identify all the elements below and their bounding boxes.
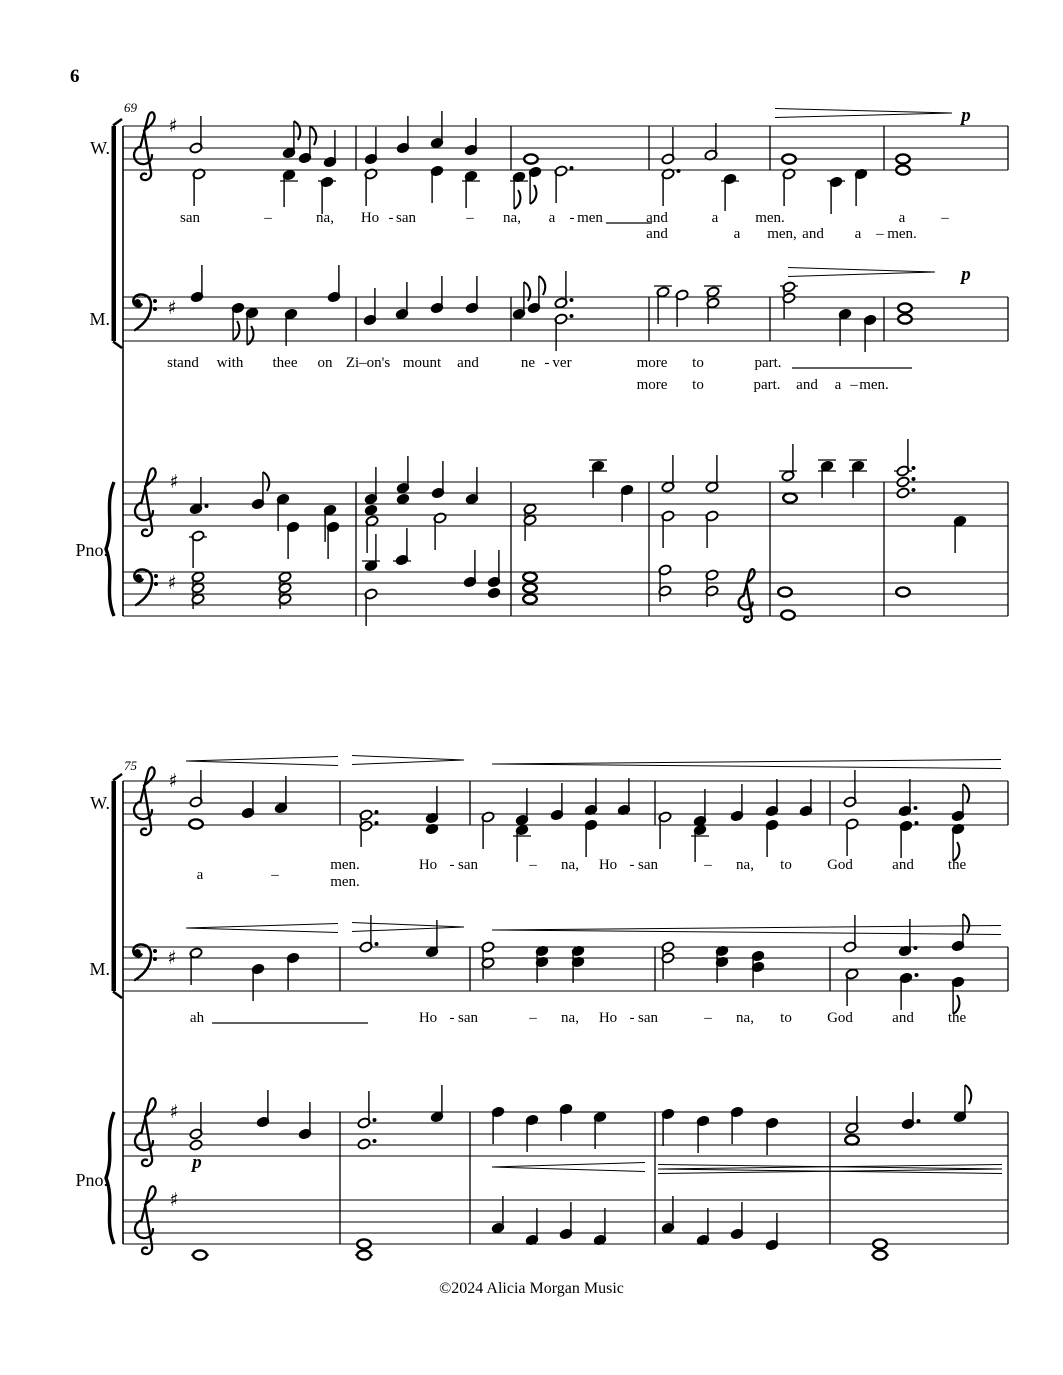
lyric-token: to bbox=[692, 377, 704, 393]
whole-note bbox=[845, 1135, 859, 1144]
lyric-token: na, bbox=[736, 1010, 754, 1026]
bass-clef-dot bbox=[134, 949, 141, 956]
bass-clef-dot bbox=[153, 957, 157, 961]
half-note bbox=[896, 476, 910, 488]
eighth-flag-icon bbox=[539, 276, 545, 295]
key-signature-sharp-icon: ♯ bbox=[167, 297, 177, 319]
augmentation-dot bbox=[915, 973, 919, 977]
lyric-token: men, bbox=[767, 226, 797, 242]
staff-label-piano-upper: Pno. bbox=[75, 1170, 108, 1190]
lyric-token: ver bbox=[552, 355, 572, 371]
lyric-token: men. bbox=[330, 874, 360, 890]
lyric-token: – bbox=[264, 210, 272, 226]
decrescendo-hairpin-icon bbox=[352, 923, 464, 928]
decrescendo-hairpin-icon bbox=[352, 760, 464, 765]
half-note bbox=[357, 1138, 371, 1150]
lyric-token: more bbox=[636, 355, 668, 371]
lyric-token: and bbox=[802, 226, 824, 242]
lyric-token: san bbox=[638, 857, 658, 873]
whole-note bbox=[524, 154, 538, 163]
lyric-token: – bbox=[271, 867, 279, 883]
quarter-note bbox=[487, 587, 501, 599]
key-signature-sharp-icon: ♯ bbox=[169, 1189, 179, 1211]
crescendo-hairpin-icon bbox=[492, 930, 1001, 935]
lyric-token: to bbox=[780, 857, 792, 873]
bass-clef-dot bbox=[154, 582, 158, 586]
crescendo-hairpin-icon bbox=[186, 757, 338, 762]
lyric-token: God bbox=[827, 1010, 853, 1026]
bass-clef-dot bbox=[153, 307, 157, 311]
decrescendo-hairpin-icon bbox=[775, 113, 952, 118]
eighth-flag-icon bbox=[963, 914, 969, 933]
eighth-flag-icon bbox=[310, 126, 316, 145]
quarter-note bbox=[396, 493, 410, 505]
lyric-token: more bbox=[636, 377, 668, 393]
treble-clef-icon bbox=[739, 569, 755, 622]
staff-label-men: M. bbox=[89, 309, 110, 329]
bass-clef-dot bbox=[153, 299, 157, 303]
lyric-token: Ho bbox=[598, 857, 618, 873]
lyric-token: na, bbox=[316, 210, 334, 226]
lyric-token: part. bbox=[753, 377, 781, 393]
key-signature-sharp-icon: ♯ bbox=[167, 572, 177, 594]
lyric-token: part. bbox=[754, 355, 782, 371]
lyric-token: men. bbox=[887, 226, 917, 242]
measure-number: 75 bbox=[124, 758, 137, 773]
lyric-token: and bbox=[646, 226, 668, 242]
choir-bracket bbox=[113, 774, 122, 781]
dynamic-marking: p bbox=[192, 1152, 202, 1173]
dynamic-marking: p bbox=[961, 264, 971, 285]
crescendo-hairpin-icon bbox=[492, 760, 1001, 765]
copyright: ©2024 Alicia Morgan Music bbox=[439, 1280, 624, 1297]
lyric-token: a bbox=[711, 210, 719, 226]
lyric-token: - bbox=[449, 1010, 455, 1026]
lyric-token: - bbox=[629, 1010, 635, 1026]
choir-bracket bbox=[112, 781, 117, 991]
lyric-token: Ho bbox=[360, 210, 380, 226]
lyric-token: mount bbox=[402, 355, 442, 371]
decrescendo-hairpin-icon bbox=[775, 109, 952, 114]
lyric-token: – bbox=[876, 226, 884, 242]
lyric-token: - bbox=[629, 857, 635, 873]
lyric-token: na, bbox=[561, 857, 579, 873]
lyric-token: san bbox=[180, 210, 200, 226]
augmentation-dot bbox=[912, 466, 916, 470]
lyric-token: the bbox=[947, 1010, 967, 1026]
lyric-token: na, bbox=[561, 1010, 579, 1026]
choir-bracket bbox=[112, 126, 117, 341]
decrescendo-hairpin-icon bbox=[788, 268, 935, 273]
whole-note bbox=[896, 154, 910, 163]
lyric-token: san bbox=[458, 857, 478, 873]
lyric-token: – bbox=[941, 210, 949, 226]
crescendo-hairpin-icon bbox=[186, 761, 338, 766]
whole-note bbox=[898, 314, 912, 323]
eighth-flag-icon bbox=[524, 282, 530, 301]
whole-note bbox=[783, 493, 797, 502]
bass-clef-dot bbox=[154, 574, 158, 578]
whole-note bbox=[873, 1239, 887, 1248]
lyric-token: – bbox=[529, 1010, 537, 1026]
lyric-token: – bbox=[704, 857, 712, 873]
crescendo-hairpin-icon bbox=[492, 764, 1001, 769]
key-signature-sharp-icon: ♯ bbox=[168, 115, 178, 137]
whole-note bbox=[357, 1250, 371, 1259]
augmentation-dot bbox=[373, 1139, 377, 1143]
lyric-token: san bbox=[458, 1010, 478, 1026]
decrescendo-hairpin-icon bbox=[352, 927, 464, 932]
half-note bbox=[189, 1139, 203, 1151]
staff-label-women: W. bbox=[90, 793, 110, 813]
augmentation-dot bbox=[914, 946, 918, 950]
whole-note bbox=[523, 572, 537, 581]
lyric-token: san bbox=[638, 1010, 658, 1026]
lyric-token: Ho bbox=[598, 1010, 618, 1026]
key-signature-sharp-icon: ♯ bbox=[168, 770, 178, 792]
bass-clef-dot bbox=[135, 574, 142, 581]
lyric-token: – bbox=[850, 377, 858, 393]
staff-label-men: M. bbox=[89, 959, 110, 979]
key-signature-sharp-icon: ♯ bbox=[169, 1101, 179, 1123]
staff-label-piano-upper: Pno. bbox=[75, 540, 108, 560]
lyric-token: a bbox=[898, 210, 906, 226]
lyric-token: san bbox=[396, 210, 416, 226]
augmentation-dot bbox=[912, 488, 916, 492]
lyric-token: - bbox=[449, 857, 455, 873]
lyric-token: men. bbox=[330, 857, 360, 873]
lyric-token: and bbox=[457, 355, 479, 371]
key-signature-sharp-icon: ♯ bbox=[169, 471, 179, 493]
half-note bbox=[896, 487, 910, 499]
page-number: 6 bbox=[70, 66, 80, 87]
augmentation-dot bbox=[570, 166, 574, 170]
whole-note bbox=[778, 587, 792, 596]
eighth-flag-icon bbox=[965, 1085, 971, 1104]
lyric-token: to bbox=[692, 355, 704, 371]
lyric-token: – bbox=[529, 857, 537, 873]
lyric-token: - bbox=[569, 210, 575, 226]
lyric-token: - bbox=[544, 355, 550, 371]
lyric-token: a bbox=[733, 226, 741, 242]
lyric-token: God bbox=[827, 857, 853, 873]
augmentation-dot bbox=[915, 821, 919, 825]
decrescendo-hairpin-icon bbox=[788, 272, 935, 277]
choir-bracket bbox=[113, 119, 122, 126]
whole-note bbox=[782, 154, 796, 163]
lyric-token: na, bbox=[503, 210, 521, 226]
lyric-token: thee bbox=[272, 355, 298, 371]
bass-clef-dot bbox=[134, 299, 141, 306]
lyric-token: and bbox=[892, 1010, 914, 1026]
eighth-flag-icon bbox=[514, 190, 520, 209]
crescendo-hairpin-icon bbox=[492, 1163, 645, 1168]
augmentation-dot bbox=[205, 504, 209, 508]
augmentation-dot bbox=[570, 314, 574, 318]
augmentation-dot bbox=[375, 942, 379, 946]
augmentation-dot bbox=[917, 1119, 921, 1123]
augmentation-dot bbox=[570, 298, 574, 302]
whole-note bbox=[781, 610, 795, 619]
crescendo-hairpin-icon bbox=[186, 924, 338, 929]
lyric-token: and bbox=[646, 210, 668, 226]
lyric-token: ne bbox=[520, 355, 536, 371]
decrescendo-hairpin-icon bbox=[352, 756, 464, 761]
whole-note bbox=[523, 583, 537, 592]
lyric-token: a bbox=[196, 867, 204, 883]
lyric-token: a bbox=[548, 210, 556, 226]
lyric-token: Ho bbox=[418, 857, 438, 873]
lyric-token: a bbox=[834, 377, 842, 393]
augmentation-dot bbox=[375, 810, 379, 814]
augmentation-dot bbox=[914, 806, 918, 810]
choir-bracket bbox=[113, 992, 122, 999]
choir-bracket bbox=[113, 342, 122, 349]
key-signature-sharp-icon: ♯ bbox=[167, 947, 177, 969]
lyric-token: – bbox=[466, 210, 474, 226]
lyric-token: Zi–on's bbox=[345, 355, 391, 371]
eighth-flag-icon bbox=[963, 784, 969, 803]
measure-number: 69 bbox=[124, 100, 137, 115]
lyric-token: on bbox=[317, 355, 333, 371]
lyric-token: stand bbox=[167, 355, 199, 371]
lyric-token: men. bbox=[859, 377, 889, 393]
whole-note bbox=[873, 1250, 887, 1259]
augmentation-dot bbox=[373, 1118, 377, 1122]
lyric-token: men. bbox=[755, 210, 785, 226]
whole-note bbox=[357, 1239, 371, 1248]
crescendo-hairpin-icon bbox=[186, 928, 338, 933]
whole-note bbox=[193, 1250, 207, 1259]
augmentation-dot bbox=[677, 169, 681, 173]
crescendo-hairpin-icon bbox=[492, 926, 1001, 931]
eighth-flag-icon bbox=[247, 326, 253, 345]
lyric-token: men bbox=[577, 210, 603, 226]
lyric-token: with bbox=[216, 355, 244, 371]
lyric-token: a bbox=[854, 226, 862, 242]
eighth-flag-icon bbox=[530, 185, 536, 204]
dynamic-marking: p bbox=[961, 105, 971, 126]
lyric-token: the bbox=[947, 857, 967, 873]
quarter-note bbox=[364, 504, 378, 516]
augmentation-dot bbox=[375, 821, 379, 825]
whole-note bbox=[896, 165, 910, 174]
staff-label-women: W. bbox=[90, 138, 110, 158]
lyric-token: and bbox=[796, 377, 818, 393]
lyric-token: – bbox=[704, 1010, 712, 1026]
bass-clef-dot bbox=[153, 949, 157, 953]
lyric-token: Ho bbox=[418, 1010, 438, 1026]
lyric-token: to bbox=[780, 1010, 792, 1026]
whole-note bbox=[898, 303, 912, 312]
whole-note bbox=[896, 587, 910, 596]
whole-note bbox=[523, 594, 537, 603]
lyric-token: - bbox=[388, 210, 394, 226]
augmentation-dot bbox=[912, 477, 916, 481]
lyric-token: and bbox=[892, 857, 914, 873]
whole-note bbox=[189, 819, 203, 828]
lyric-token: na, bbox=[736, 857, 754, 873]
crescendo-hairpin-icon bbox=[492, 1167, 645, 1172]
lyric-token: ah bbox=[189, 1010, 205, 1026]
